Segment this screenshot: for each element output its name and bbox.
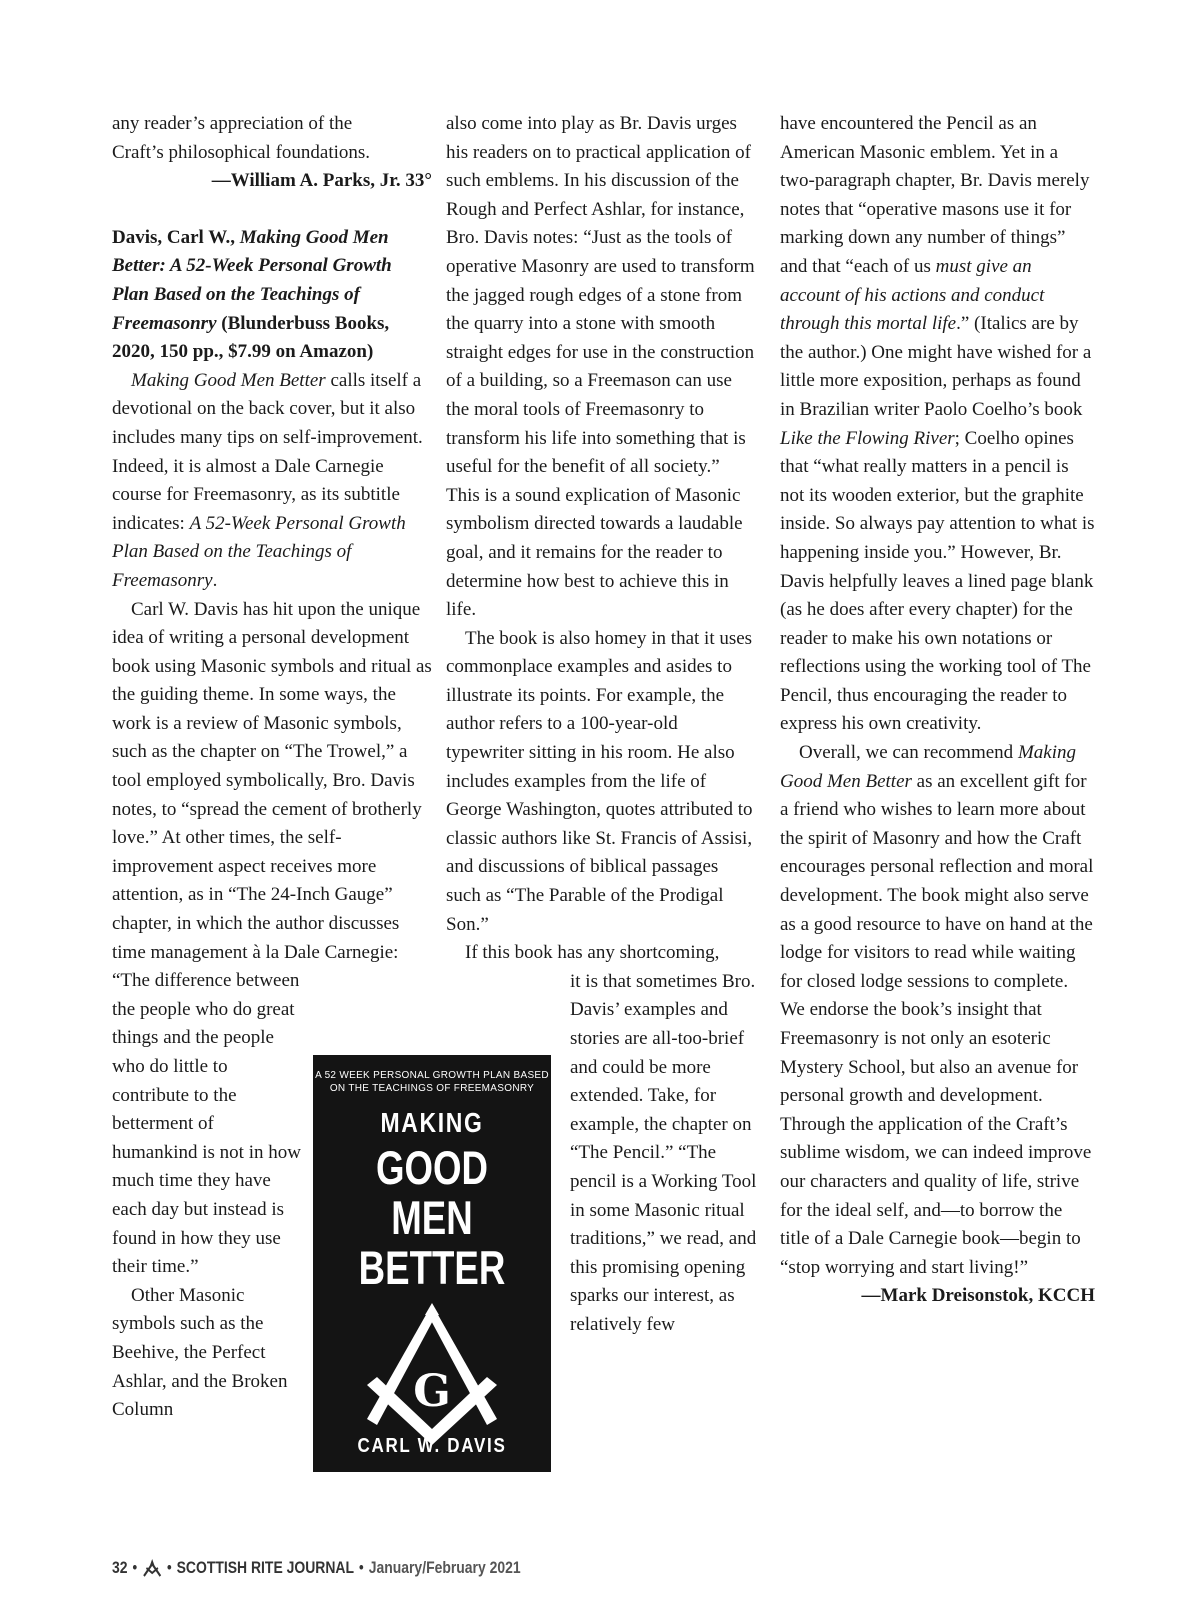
book-cover-image: [313, 1055, 551, 1472]
review-paragraph: Overall, we can recommend Making Good Men Better as an excellent gift for a friend who wishes to learn more about the spirit of Masonry and how the Craft encourages personal reflection and moral development. The book might also serve as a good resource to have on hand at the lodge for visitors to read while waiting for closed lodge sessions to complete. We endorse the book’s insight that Freemasonry is not only an esoteric Mystery School, but also an avenue for personal growth and development. Through the application of the Craft’s sublime wisdom, we can indeed improve our characters and quality of life, strive for the ideal self, and—to borrow the title of a Dale Carnegie book—begin to “stop worrying and start living!”: [780, 742, 1094, 1278]
review-paragraph: have encountered the Pencil as an American Masonic emblem. Yet in a two-paragraph chapter, Br. Davis merely notes that “operative masons use it for marking down any number of things” and that “each of us must give an account of his actions and conduct through this mortal life.” (Italics are by the author.) One might have wished for a little more exposition, perhaps as found in Brazilian writer Paolo Coelho’s book Like the Flowing River; Coelho opines that “what really matters in a pencil is not its wooden exterior, but the graphite inside. So always pay attention to what is happening inside you.” However, Br. Davis helpfully leaves a lined page blank (as he does after every chapter) for the reader to make his own notations or reflections using the working tool of The Pencil, thus encouraging the reader to express his own creativity.: [780, 113, 1095, 735]
emblem-letter: G: [413, 1366, 451, 1417]
intro-line: any reader’s appreciation of the: [112, 113, 353, 134]
page-footer: 32 • • SCOTTISH RITE JOURNAL • January/February 2021: [112, 1558, 521, 1577]
review-paragraph: If this book has any shortcoming,: [465, 942, 720, 964]
book-entry-heading: Davis, Carl W., Making Good Men Better: A 52-Week Personal Growth Plan Based on the Teachings of Freemasonry (Blunderbuss Books, 2020, 150 pp., $7.99 on Amazon): [112, 226, 392, 363]
cover-subtitle: A 52 WEEK PERSONAL GROWTH PLAN BASED ON THE TEACHINGS OF FREEMASONRY: [315, 1070, 549, 1094]
page-number: 32: [112, 1558, 128, 1577]
reviewer-signature: —William A. Parks, Jr. 33°: [211, 170, 432, 192]
square-and-compasses-icon: [347, 1301, 517, 1451]
issue-date: January/February 2021: [368, 1558, 521, 1577]
review-paragraph-wrap: it is that sometimes Bro. Davis’ examples and stories are all-too-brief and could be more extended. Take, for example, the chapter on “The Pencil.” “The pencil is a Working Tool in some Masonic ritual traditions,” we read, and this promising opening sparks our interest, as relatively few: [570, 970, 757, 1335]
cover-title: GOOD MEN BETTER: [358, 1141, 506, 1294]
cover-title-small: MAKING: [380, 1107, 484, 1138]
review-paragraph-wrap: the people who do great things and the people who do little to contribute to the betterment of humankind is not in how much time they have each day but instead is found in how they use their time.”: [112, 998, 301, 1278]
column-3: [780, 110, 1095, 1311]
double-eagle-icon: [142, 1558, 162, 1578]
reviewer-signature: —Mark Dreisonstok, KCCH: [861, 1285, 1095, 1307]
review-paragraph: The book is also homey in that it uses commonplace examples and asides to illustrate its points. For example, the author refers to a 100-year-old typewriter sitting in his room. He also includes examples from the life of George Washington, quotes attributed to classic authors like St. Francis of Assisi, and discussions of biblical passages such as “The Parable of the Prodigal Son.”: [446, 627, 753, 935]
cover-author: CARL W. DAVIS: [357, 1435, 507, 1457]
review-paragraph: Carl W. Davis has hit upon the unique idea of writing a personal development book using Masonic symbols and ritual as the guiding theme. In some ways, the work is a review of Masonic symbols, such as the chapter on “The Trowel,” a tool employed symbolically, Bro. Davis notes, to “spread the cement of brotherly love.” At other times, the self-improvement aspect receives more attention, as in “The 24-Inch Gauge” chapter, in which the author discusses time management à la Dale Carnegie: “The difference between: [112, 598, 432, 992]
review-paragraph: also come into play as Br. Davis urges his readers on to practical application of such emblems. In his discussion of the Rough and Perfect Ashlar, for instance, Bro. Davis notes: “Just as the tools of operative Masonry are used to transform the jagged rough edges of a stone from the quarry into a stone with smooth straight edges for use in the construction of a building, so a Freemason can use the moral tools of Freemasonry to transform his life into something that is useful for the benefit of all society.” This is a sound explication of Masonic symbolism directed towards a laudable goal, and it remains for the reader to determine how best to achieve this in life.: [446, 113, 755, 621]
intro-line: Craft’s philosophical foundations.: [112, 141, 371, 163]
review-paragraph-wrap: Other Masonic symbols such as the Beehive, the Perfect Ashlar, and the Broken Column: [112, 1284, 288, 1421]
book-entry-title: Making Good Men Better: A 52-Week Personal Growth Plan Based on the Teachings of Freemasonry: [112, 226, 392, 334]
review-paragraph: Making Good Men Better calls itself a devotional on the back cover, but it also includes many tips on self-improvement. Indeed, it is almost a Dale Carnegie course for Freemasonry, as its subtitle indicates: A 52-Week Personal Growth Plan Based on the Teachings of Freemasonry.: [112, 369, 423, 591]
journal-name: SCOTTISH RITE JOURNAL: [176, 1558, 355, 1577]
